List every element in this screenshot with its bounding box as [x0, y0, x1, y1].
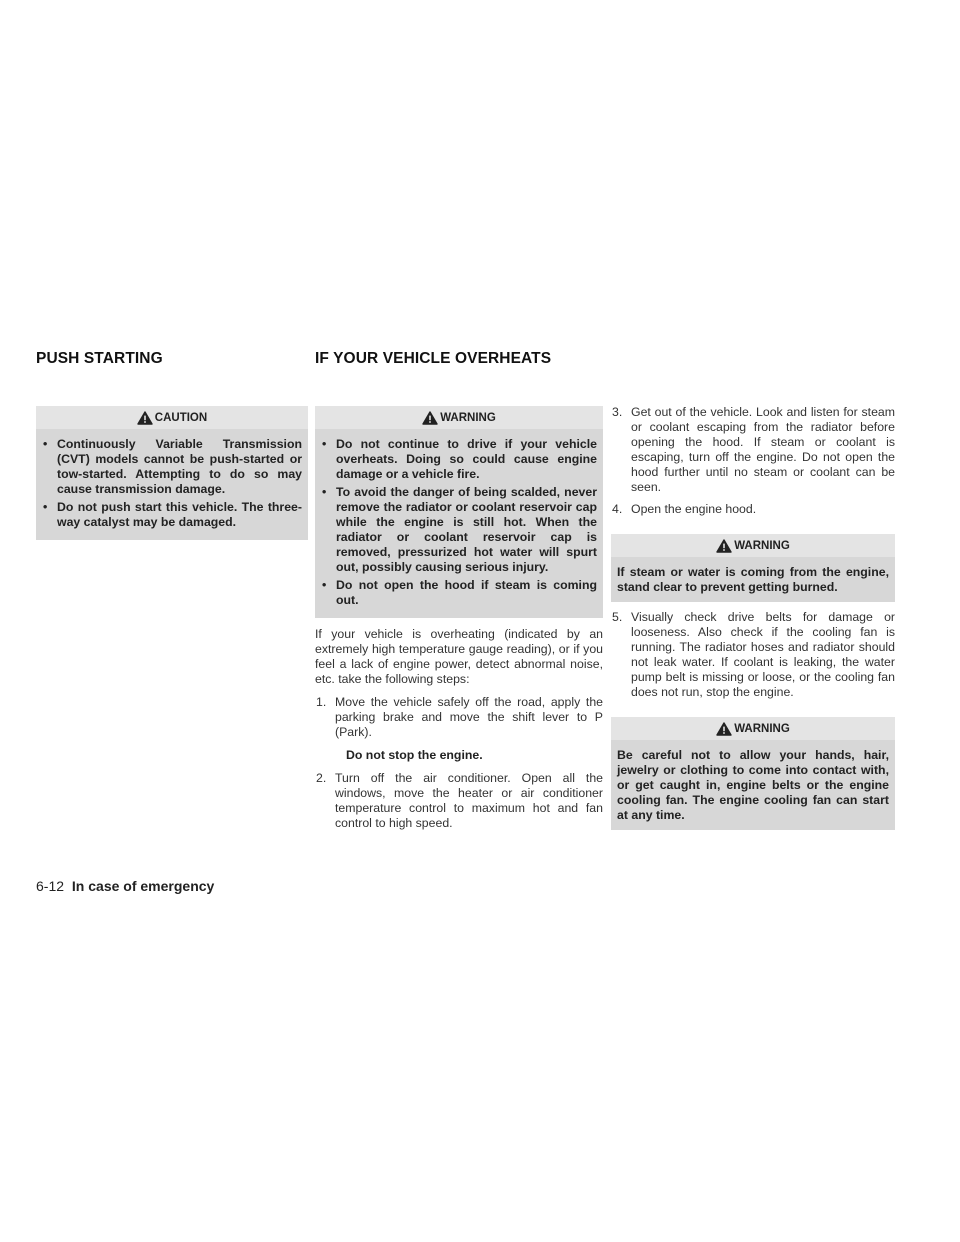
list-item: 3. Get out of the vehicle. Look and listen for steam or coolant escaping from the radiator before opening the hood. If steam or coolant is escaping, turn off the engine. Do not open the hood further until no steam or coolant can be seen.: [612, 405, 895, 494]
warning-text: Be careful not to allow your hands, hair, jewelry or clothing to come into contact with, or get caught in, engine belts or the engine cooling fan. The engine cooling fan can start at any time.: [617, 748, 889, 822]
warning-triangle-icon: [716, 722, 732, 736]
caution-box: [36, 406, 308, 540]
list-item: • To avoid the danger of being scalded, never remove the radiator or coolant reservoir cap while the engine is still hot. When the radiator or coolant reservoir cap is removed, pressurized hot water will spurt out, possibly causing serious injury.: [322, 485, 597, 574]
list-item: • Continuously Variable Transmission (CVT) models cannot be push-started or tow-started. Attempting to do so may cause transmission damage.: [43, 437, 302, 496]
warning-box-header: [315, 406, 603, 429]
intro-paragraph: If your vehicle is overheating (indicated by an extremely high temperature gauge reading), or if you feel a lack of engine power, detect abnormal noise, etc. take the following steps:: [315, 627, 603, 686]
caution-box-title: CAUTION: [154, 411, 208, 424]
warning-box-1: [315, 406, 603, 618]
warning-box-header: [611, 717, 895, 740]
list-item: 1. Move the vehicle safely off the road, apply the parking brake and move the shift lever to P (Park).: [316, 695, 603, 739]
section-heading-overheats: IF YOUR VEHICLE OVERHEATS: [315, 350, 552, 367]
warning-triangle-icon: [137, 411, 153, 425]
list-item: • Do not open the hood if steam is coming out.: [322, 578, 597, 607]
list-item: 5. Visually check drive belts for damage or looseness. Also check if the cooling fan is running. The radiator hoses and radiator should not leak water. If coolant is leaking, the water pump belt is missing or loose, or the cooling fan does not run, stop the engine.: [612, 610, 895, 699]
caution-box-header: [36, 406, 308, 429]
warning-text: If steam or water is coming from the engine, stand clear to prevent getting burned.: [617, 565, 889, 594]
caution-bullet-list: [42, 437, 302, 530]
warning-box-title: WARNING: [440, 411, 496, 424]
page-footer: [36, 878, 214, 894]
page-number: 6-12: [36, 878, 65, 894]
column-1: [36, 406, 308, 540]
section-title: In case of emergency: [71, 878, 215, 894]
warning-box-header: [611, 534, 895, 557]
steps-list: [315, 695, 603, 740]
steps-list: [611, 405, 895, 517]
section-heading-push-starting: PUSH STARTING: [36, 350, 163, 367]
warning-box-3: [611, 717, 895, 830]
warning-bullet-list: [321, 437, 597, 608]
list-item: 4. Open the engine hood.: [612, 502, 757, 516]
steps-list: [315, 771, 603, 831]
warning-triangle-icon: [716, 539, 732, 553]
list-item: • Do not push start this vehicle. The three-way catalyst may be damaged.: [43, 500, 302, 529]
step-note: Do not stop the engine.: [346, 748, 483, 762]
warning-box-title: WARNING: [734, 722, 790, 735]
steps-list: [611, 610, 895, 700]
column-2: [315, 406, 603, 831]
warning-box-title: WARNING: [734, 539, 790, 552]
list-item: 2. Turn off the air conditioner. Open all the windows, move the heater or air conditioner temperature control to maximum hot and fan control to high speed.: [316, 771, 603, 830]
list-item: • Do not continue to drive if your vehicle overheats. Doing so could cause engine damage or a vehicle fire.: [322, 437, 597, 481]
warning-triangle-icon: [422, 411, 438, 425]
column-3: [611, 405, 895, 830]
warning-box-2: [611, 534, 895, 602]
